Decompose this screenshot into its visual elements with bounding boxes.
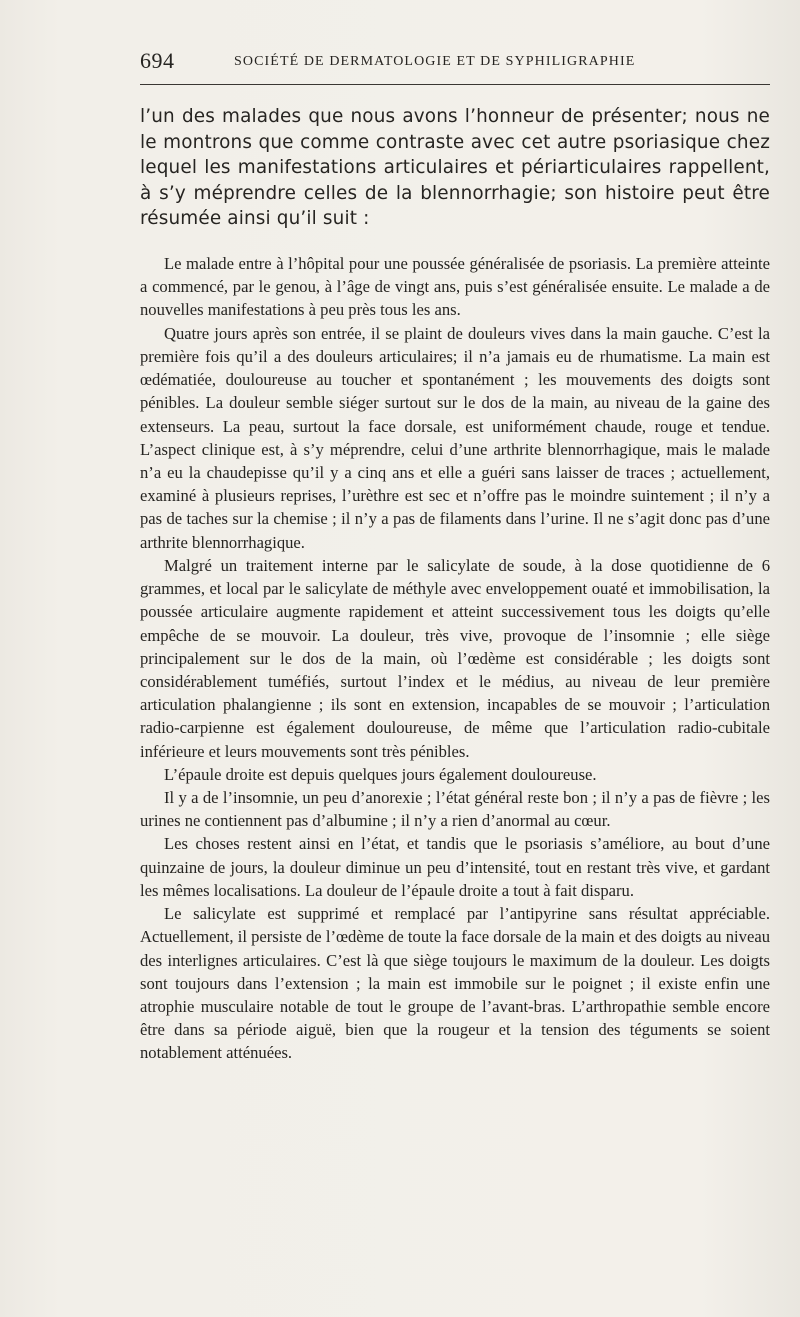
- case-paragraph: Malgré un traitement interne par le salicylate de soude, à la dose quotidienne de 6 grammes, et local par le salicylate de méthyle avec enveloppement ouaté et immobilisation, la poussée articulaire augmente rapidement et atteint successivement tous les doigts qu’elle empêche de se mouvoir. La douleur, très vive, provoque de l’insomnie ; elle siège principalement sur le dos de la main, où l’œdème est considérable ; les doigts sont considérablement tuméfiés, surtout l’index et le médius, au niveau de leur première articulation phalangienne ; ils sont en extension, incapables de se mouvoir ; l’articulation radio-carpienne est également douloureuse, de même que l’articulation radio-cubitale inférieure et leurs mouvements sont très pénibles.: [140, 555, 770, 761]
- case-report: [140, 252, 770, 1065]
- case-paragraph: Le malade entre à l’hôpital pour une poussée généralisée de psoriasis. La première atteinte a commencé, par le genou, à l’âge de vingt ans, puis s’est généralisée ensuite. Le malade a de nouvelles manifestations à peu près tous les ans.: [140, 254, 770, 320]
- running-title: SOCIÉTÉ DE DERMATOLOGIE ET DE SYPHILIGRAPHIE: [234, 54, 636, 69]
- intro-paragraph: l’un des malades que nous avons l’honneur de présenter; nous ne le montrons que comme contraste avec cet autre psoriasique chez lequel les manifestations articulaires et périarticulaires rappellent, à s’y méprendre celles de la blennorrhagie; son histoire peut être résumée ainsi qu’il suit :: [140, 106, 770, 230]
- page-header: [140, 46, 770, 76]
- case-paragraph: Les choses restent ainsi en l’état, et tandis que le psoriasis s’améliore, au bout d’une quinzaine de jours, la douleur diminue un peu d’intensité, tout en restant très vive, et gardant les mêmes localisations. La douleur de l’épaule droite a tout à fait disparu.: [140, 834, 770, 900]
- case-paragraph: Il y a de l’insomnie, un peu d’anorexie ; l’état général reste bon ; il n’y a pas de fièvre ; les urines ne contiennent pas d’albumine ; il n’y a rien d’anormal au cœur.: [140, 788, 770, 831]
- case-paragraph: L’épaule droite est depuis quelques jours également douloureuse.: [164, 764, 597, 784]
- case-paragraph: Le salicylate est supprimé et remplacé par l’antipyrine sans résultat appréciable. Actuellement, il persiste de l’œdème de toute la face dorsale de la main et des doigts au niveau des interlignes articulaires. C’est là que siège toujours le maximum de la douleur. Les doigts sont toujours dans l’extension ; la main est immobile sur le poignet ; il existe enfin une atrophie musculaire notable de tout le groupe de l’avant-bras. L’arthropathie semble encore être dans sa période aiguë, bien que la rougeur et la tension des téguments se soient notablement atténuées.: [140, 904, 770, 1063]
- case-paragraph: Quatre jours après son entrée, il se plaint de douleurs vives dans la main gauche. C’est la première fois qu’il a des douleurs articulaires; il n’a jamais eu de rhumatisme. La main est œdématiée, douloureuse au toucher et spontanément ; les mouvements des doigts sont pénibles. La douleur semble siéger surtout sur le dos de la main, au niveau de la gaine des extenseurs. La peau, surtout la face dorsale, est uniformément chaude, rouge et tendue. L’aspect clinique est, à s’y méprendre, celui d’une arthrite blennorrhagique, mais le malade n’a eu la chaudepisse qu’il y a cinq ans et elle a guéri sans laisser de traces ; actuellement, examiné à plusieurs reprises, l’urèthre est sec et n’offre pas le moindre suintement ; il n’y a pas de taches sur la chemise ; il n’y a pas de filaments dans l’urine. Il ne s’agit donc pas d’une arthrite blennorrhagique.: [140, 323, 770, 552]
- header-rule: [140, 84, 770, 85]
- page-number: 694: [140, 48, 175, 73]
